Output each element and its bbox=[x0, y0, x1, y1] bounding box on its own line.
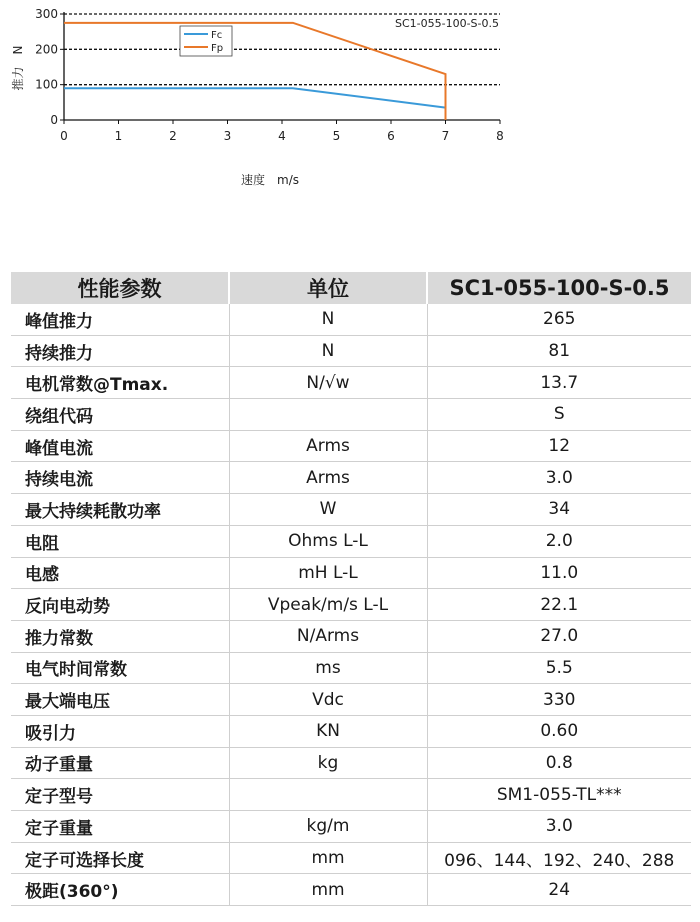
unit-cell: N/Arms bbox=[229, 620, 427, 652]
legend-label: Fp bbox=[211, 43, 224, 54]
unit-cell: N bbox=[229, 304, 427, 335]
value-cell: 13.7 bbox=[427, 367, 691, 399]
table-row bbox=[11, 684, 691, 716]
param-cell: 电机常数@Tmax. bbox=[11, 367, 229, 399]
unit-cell bbox=[229, 399, 427, 431]
header-param: 性能参数 bbox=[11, 272, 229, 304]
value-cell: 2.0 bbox=[427, 525, 691, 557]
value-cell: 24 bbox=[427, 874, 691, 906]
chart-svg bbox=[0, 0, 700, 200]
table-header-row bbox=[11, 272, 691, 304]
header-unit: 单位 bbox=[229, 272, 427, 304]
legend-box bbox=[180, 26, 232, 56]
param-cell: 定子重量 bbox=[11, 811, 229, 843]
spec-table bbox=[11, 272, 691, 906]
unit-cell: Vpeak/m/s L-L bbox=[229, 589, 427, 621]
unit-cell: mm bbox=[229, 874, 427, 906]
table-row bbox=[11, 589, 691, 621]
value-cell: 096、144、192、240、288 bbox=[427, 842, 691, 874]
param-cell: 持续电流 bbox=[11, 462, 229, 494]
unit-cell: W bbox=[229, 494, 427, 526]
value-cell: 34 bbox=[427, 494, 691, 526]
value-cell: 81 bbox=[427, 335, 691, 367]
unit-cell: kg bbox=[229, 747, 427, 779]
table-row bbox=[11, 779, 691, 811]
table-row bbox=[11, 335, 691, 367]
table-row bbox=[11, 842, 691, 874]
param-cell: 绕组代码 bbox=[11, 399, 229, 431]
param-cell: 动子重量 bbox=[11, 747, 229, 779]
param-cell: 推力常数 bbox=[11, 620, 229, 652]
param-cell: 峰值电流 bbox=[11, 430, 229, 462]
value-cell: 12 bbox=[427, 430, 691, 462]
param-cell: 反向电动势 bbox=[11, 589, 229, 621]
y-tick-label: 300 bbox=[35, 7, 58, 21]
chart-annotation: SC1-055-100-S-0.5 bbox=[394, 17, 499, 30]
y-axis-label: 推力 N bbox=[11, 45, 25, 91]
unit-cell: Arms bbox=[229, 462, 427, 494]
unit-cell: N bbox=[229, 335, 427, 367]
x-tick-label: 6 bbox=[387, 129, 395, 143]
unit-cell: KN bbox=[229, 715, 427, 747]
param-cell: 定子型号 bbox=[11, 779, 229, 811]
unit-cell: Ohms L-L bbox=[229, 525, 427, 557]
x-tick-label: 2 bbox=[169, 129, 177, 143]
unit-cell: kg/m bbox=[229, 811, 427, 843]
table-row bbox=[11, 715, 691, 747]
value-cell: 0.8 bbox=[427, 747, 691, 779]
param-cell: 最大端电压 bbox=[11, 684, 229, 716]
value-cell: 5.5 bbox=[427, 652, 691, 684]
param-cell: 电感 bbox=[11, 557, 229, 589]
value-cell: S bbox=[427, 399, 691, 431]
header-model: SC1-055-100-S-0.5 bbox=[427, 272, 691, 304]
value-cell: 27.0 bbox=[427, 620, 691, 652]
param-cell: 吸引力 bbox=[11, 715, 229, 747]
unit-cell: Vdc bbox=[229, 684, 427, 716]
table-row bbox=[11, 304, 691, 335]
table-row bbox=[11, 620, 691, 652]
param-cell: 极距(360°) bbox=[11, 874, 229, 906]
table-row bbox=[11, 874, 691, 906]
x-tick-label: 1 bbox=[114, 129, 123, 143]
table-row bbox=[11, 652, 691, 684]
y-tick-label: 200 bbox=[35, 42, 58, 57]
value-cell: SM1-055-TL*** bbox=[427, 779, 691, 811]
value-cell: 3.0 bbox=[427, 811, 691, 843]
table-row bbox=[11, 811, 691, 843]
unit-cell: Arms bbox=[229, 430, 427, 462]
value-cell: 330 bbox=[427, 684, 691, 716]
value-cell: 0.60 bbox=[427, 715, 691, 747]
table-row bbox=[11, 525, 691, 557]
unit-cell: N/√w bbox=[229, 367, 427, 399]
y-tick-label: 0 bbox=[50, 113, 58, 127]
unit-cell: ms bbox=[229, 652, 427, 684]
x-tick-label: 7 bbox=[441, 129, 450, 143]
table-row bbox=[11, 462, 691, 494]
param-cell: 峰值推力 bbox=[11, 304, 229, 335]
value-cell: 11.0 bbox=[427, 557, 691, 589]
series-line-fp bbox=[64, 23, 446, 120]
table-row bbox=[11, 399, 691, 431]
table-row bbox=[11, 494, 691, 526]
param-cell: 最大持续耗散功率 bbox=[11, 494, 229, 526]
x-tick-label: 5 bbox=[332, 129, 341, 143]
value-cell: 22.1 bbox=[427, 589, 691, 621]
param-cell: 持续推力 bbox=[11, 335, 229, 367]
unit-cell bbox=[229, 779, 427, 811]
force-speed-chart bbox=[0, 0, 700, 200]
x-tick-label: 3 bbox=[223, 129, 232, 143]
x-tick-label: 4 bbox=[278, 129, 286, 143]
value-cell: 265 bbox=[427, 304, 691, 335]
table-row bbox=[11, 367, 691, 399]
series-line-fc bbox=[64, 88, 446, 107]
unit-cell: mH L-L bbox=[229, 557, 427, 589]
x-tick-label: 8 bbox=[496, 129, 504, 143]
param-cell: 电阻 bbox=[11, 525, 229, 557]
x-axis-label: 速度 m/s bbox=[241, 173, 299, 187]
x-tick-label: 0 bbox=[60, 129, 68, 143]
unit-cell: mm bbox=[229, 842, 427, 874]
table-row bbox=[11, 557, 691, 589]
param-cell: 电气时间常数 bbox=[11, 652, 229, 684]
param-cell: 定子可选择长度 bbox=[11, 842, 229, 874]
value-cell: 3.0 bbox=[427, 462, 691, 494]
legend-label: Fc bbox=[211, 30, 223, 41]
table-row bbox=[11, 747, 691, 779]
y-tick-label: 100 bbox=[35, 77, 58, 92]
table-row bbox=[11, 430, 691, 462]
